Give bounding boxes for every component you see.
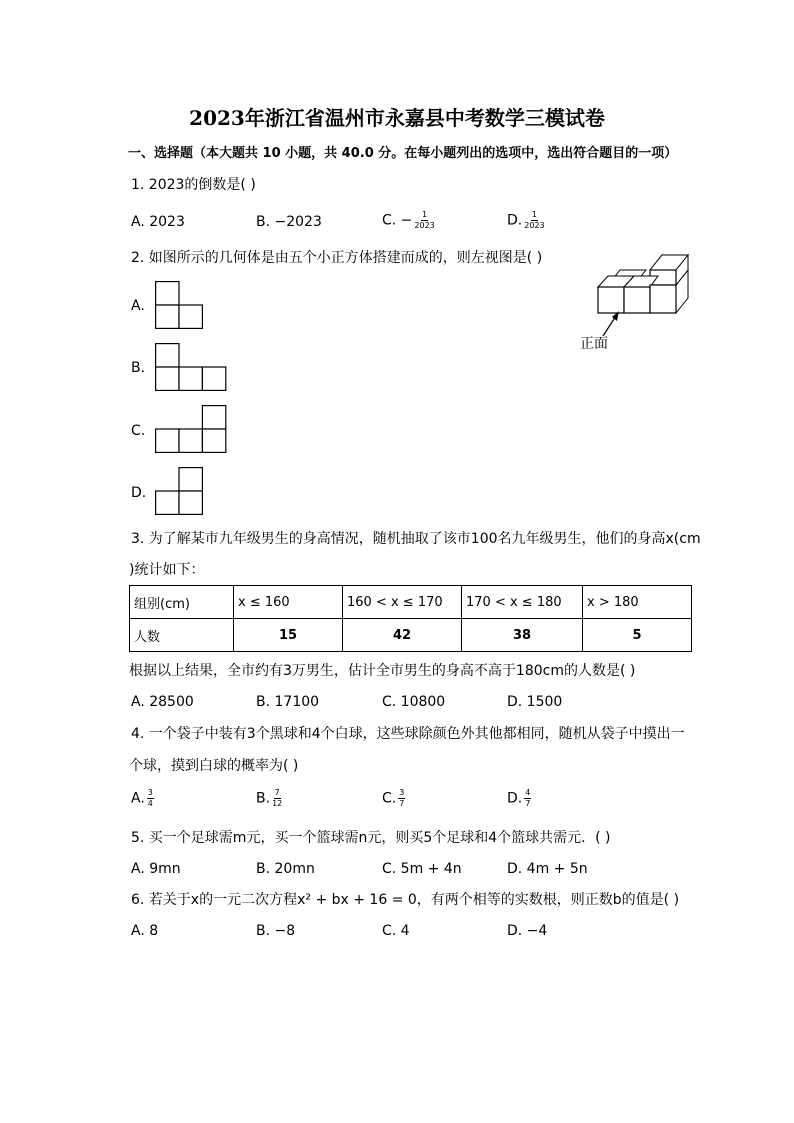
q4-stem-line2: 个球，摸到白球的概率为( )	[129, 758, 299, 774]
q5-option-d[interactable]: D. 4m + 5n	[507, 861, 588, 877]
q3-table	[129, 585, 692, 652]
numerator: 4	[525, 788, 531, 797]
q4-option-c-prefix: C.	[382, 790, 397, 807]
q1-stem: 1. 2023的倒数是( )	[131, 177, 256, 193]
q5-option-c[interactable]: C. 5m + 4n	[382, 861, 462, 877]
q3-stem-line1: 3. 为了解某市九年级男生的身高情况，随机抽取了该市100名九年级男生，他们的身高x(cm	[131, 531, 701, 547]
q1-option-c-prefix: C. −	[382, 212, 413, 229]
denominator: 2023	[524, 221, 545, 230]
q2-front-arrow	[600, 310, 622, 338]
table-header-cell: x > 180	[583, 586, 692, 619]
q4-option-b-prefix: B.	[256, 790, 271, 807]
q5-option-a[interactable]: A. 9mn	[131, 861, 181, 877]
table-cell: 15	[234, 619, 343, 652]
numerator: 3	[399, 788, 405, 797]
q4-option-c-fraction	[398, 789, 405, 808]
q6-option-a[interactable]: A. 8	[131, 923, 159, 939]
table-row	[130, 619, 692, 652]
q1-option-d-prefix: D.	[507, 212, 523, 229]
q1-option-d[interactable]	[507, 211, 545, 230]
q4-option-d-prefix: D.	[507, 790, 523, 807]
q2-option-a-figure	[155, 281, 205, 329]
table-cell: 42	[343, 619, 462, 652]
q2-option-c-figure	[155, 405, 228, 453]
q2-option-b-figure	[155, 343, 228, 391]
q4-option-d-fraction	[524, 789, 531, 808]
table-cell: 5	[583, 619, 692, 652]
q4-option-b[interactable]	[256, 789, 282, 808]
q4-option-a-prefix: A.	[131, 790, 145, 807]
q5-stem: 5. 买一个足球需m元，买一个篮球需n元，则买5个足球和4个篮球共需元．( )	[131, 830, 611, 846]
q6-option-c[interactable]: C. 4	[382, 923, 410, 939]
numerator: 1	[531, 210, 537, 219]
q4-option-c[interactable]	[382, 789, 405, 808]
denominator: 7	[525, 799, 531, 808]
denominator: 12	[272, 799, 283, 808]
q3-option-a[interactable]: A. 28500	[131, 694, 194, 710]
q1-option-a[interactable]: A. 2023	[131, 214, 185, 230]
q2-front-label: 正面	[580, 336, 608, 352]
table-row	[130, 586, 692, 619]
q4-stem-line1: 4. 一个袋子中装有3个黑球和4个白球，这些球除颜色外其他都相同，随机从袋子中摸出一	[131, 726, 685, 742]
q6-stem: 6. 若关于x的一元二次方程x² + bx + 16 = 0，有两个相等的实数根，则正数b的值是( )	[131, 892, 680, 908]
table-header-cell: 160 < x ≤ 170	[343, 586, 462, 619]
numerator: 7	[274, 788, 280, 797]
q4-option-a[interactable]	[131, 789, 154, 808]
page-title: 2023年浙江省温州市永嘉县中考数学三模试卷	[189, 106, 605, 130]
denominator: 2023	[414, 221, 435, 230]
q2-option-c[interactable]: C.	[131, 423, 146, 439]
q1-option-d-fraction	[524, 211, 544, 230]
q2-stem: 2. 如图所示的几何体是由五个小正方体搭建而成的，则左视图是( )	[131, 250, 543, 266]
q4-option-b-fraction	[272, 789, 282, 808]
table-cell: 38	[462, 619, 583, 652]
numerator: 1	[422, 210, 428, 219]
q6-option-d[interactable]: D. −4	[507, 923, 548, 939]
table-header-cell: x ≤ 160	[234, 586, 343, 619]
q3-option-c[interactable]: C. 10800	[382, 694, 446, 710]
q2-option-b[interactable]: B.	[131, 360, 146, 376]
q3-question: 根据以上结果，全市约有3万男生，估计全市男生的身高不高于180cm的人数是( )	[129, 663, 636, 679]
q3-option-b[interactable]: B. 17100	[256, 694, 320, 710]
denominator: 4	[147, 799, 153, 808]
q2-option-a[interactable]: A.	[131, 298, 145, 314]
q3-stem-line2: )统计如下：	[129, 562, 205, 578]
q2-option-d-figure	[155, 467, 205, 515]
table-header-cell: 170 < x ≤ 180	[462, 586, 583, 619]
table-row-label: 人数	[130, 619, 234, 652]
section-heading: 一、选择题（本大题共 10 小题，共 40.0 分。在每小题列出的选项中，选出符合题目的一项）	[128, 146, 678, 161]
q4-option-a-fraction	[147, 789, 154, 808]
q1-option-b[interactable]: B. −2023	[256, 214, 322, 230]
q5-option-b[interactable]: B. 20mn	[256, 861, 315, 877]
denominator: 7	[399, 799, 405, 808]
q1-option-c[interactable]	[382, 211, 435, 230]
q4-option-d[interactable]	[507, 789, 531, 808]
numerator: 3	[147, 788, 153, 797]
q1-option-c-fraction	[414, 211, 434, 230]
table-header-cell: 组别(cm)	[130, 586, 234, 619]
q6-option-b[interactable]: B. −8	[256, 923, 296, 939]
q2-option-d[interactable]: D.	[131, 485, 147, 501]
q3-option-d[interactable]: D. 1500	[507, 694, 563, 710]
